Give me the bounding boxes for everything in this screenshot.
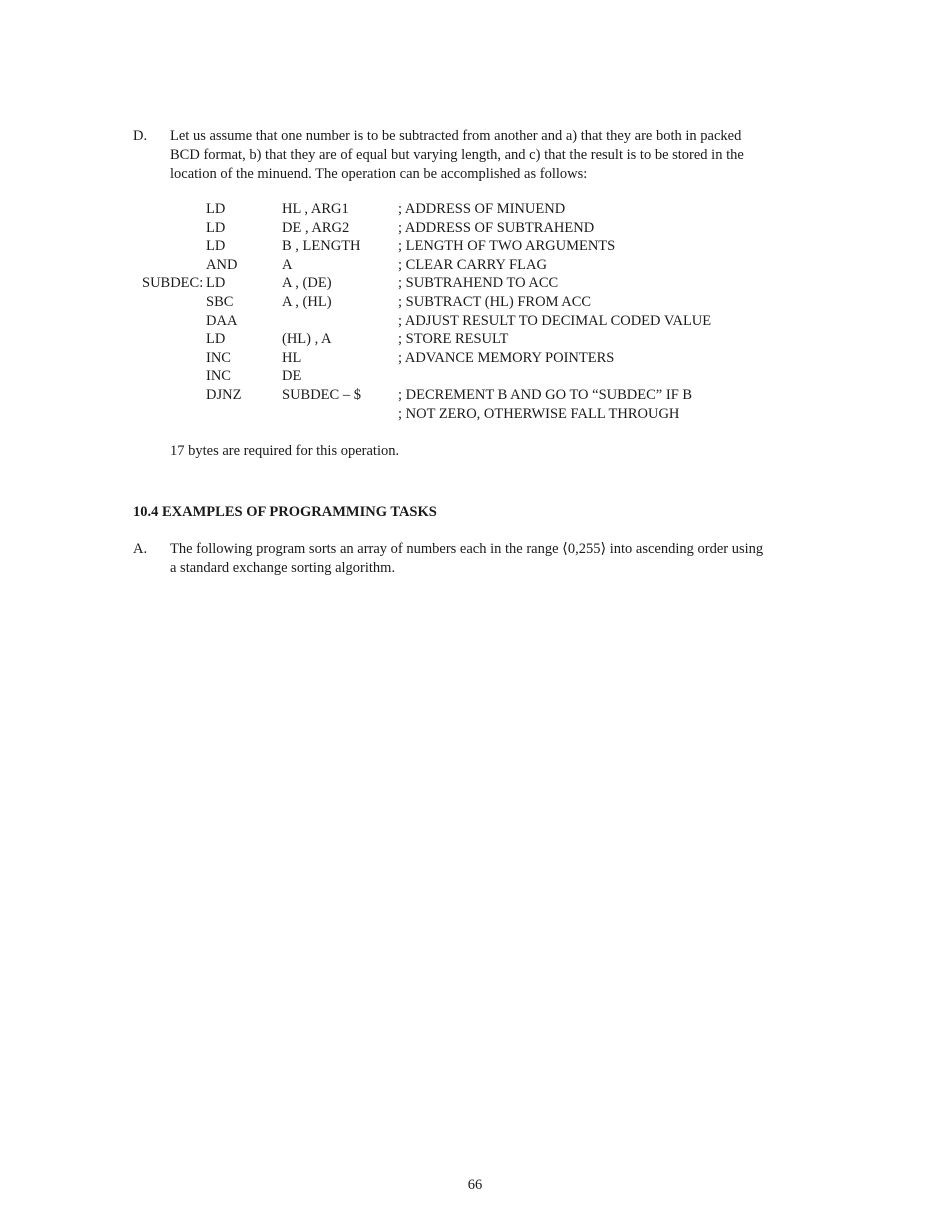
code-operand: A — [282, 256, 293, 273]
paragraph-a-label: A. — [133, 541, 148, 557]
code-opcode: LD — [206, 219, 226, 236]
code-operand: DE — [282, 368, 302, 385]
code-operand: A , (HL) — [282, 294, 332, 310]
code-comment: ; ADJUST RESULT TO DECIMAL CODED VALUE — [398, 312, 712, 329]
code-row — [0, 331, 950, 350]
code-opcode: AND — [206, 256, 238, 273]
code-row — [0, 313, 950, 332]
paragraph-a-line: The following program sorts an array of numbers each in the range ⟨0,255⟩ into ascending order using — [170, 541, 764, 557]
code-row — [0, 201, 950, 220]
paragraph-d-line: Let us assume that one number is to be subtracted from another and a) that they are both in packed — [170, 128, 742, 144]
code-row — [0, 238, 950, 257]
code-row — [0, 350, 950, 369]
paragraph-a-text — [170, 540, 810, 578]
code-row — [0, 406, 950, 425]
paragraph-a — [133, 540, 833, 580]
code-operand: DE , ARG2 — [282, 219, 350, 236]
paragraph-d-line: BCD format, b) that they are of equal but varying length, and c) that the result is to be stored in the — [170, 147, 744, 163]
code-operand: HL — [282, 349, 302, 366]
paragraph-d-line: location of the minuend. The operation can be accomplished as follows: — [170, 166, 588, 182]
code-opcode: INC — [206, 368, 231, 385]
code-comment: ; NOT ZERO, OTHERWISE FALL THROUGH — [398, 405, 680, 422]
code-row — [0, 275, 950, 294]
code-opcode: LD — [206, 331, 226, 348]
code-opcode: LD — [206, 275, 226, 292]
code-operand: B , LENGTH — [282, 238, 361, 255]
paragraph-a-line: a standard exchange sorting algorithm. — [170, 560, 396, 576]
code-comment: ; ADDRESS OF MINUEND — [398, 201, 566, 217]
paragraph-d-label: D. — [133, 128, 148, 144]
code-operand: A , (DE) — [282, 275, 332, 292]
section-heading: 10.4 EXAMPLES OF PROGRAMMING TASKS — [133, 504, 437, 520]
code-operand: HL , ARG1 — [282, 201, 349, 217]
code-opcode: DJNZ — [206, 387, 242, 403]
code-row — [0, 294, 950, 313]
code-row — [0, 257, 950, 276]
code-opcode: INC — [206, 349, 231, 366]
code-opcode: DAA — [206, 312, 238, 329]
code-opcode: SBC — [206, 294, 234, 310]
code-operand: SUBDEC – $ — [282, 387, 361, 403]
code-row — [0, 387, 950, 406]
paragraph-d-text — [170, 127, 810, 184]
page-number: 66 — [467, 1177, 483, 1193]
code-comment: ; DECREMENT B AND GO TO “SUBDEC” IF B — [398, 387, 693, 403]
code-comment: ; ADVANCE MEMORY POINTERS — [398, 349, 615, 366]
code-label: SUBDEC: — [142, 275, 204, 292]
code-opcode: LD — [206, 201, 226, 217]
code-opcode: LD — [206, 238, 226, 255]
code-comment: ; ADDRESS OF SUBTRAHEND — [398, 219, 595, 236]
code-comment: ; LENGTH OF TWO ARGUMENTS — [398, 238, 616, 255]
paragraph-d — [133, 127, 833, 187]
code-comment: ; CLEAR CARRY FLAG — [398, 256, 547, 273]
bytes-required-note: 17 bytes are required for this operation. — [170, 443, 400, 459]
code-comment: ; SUBTRACT (HL) FROM ACC — [398, 294, 592, 310]
code-operand: (HL) , A — [282, 331, 332, 348]
code-row — [0, 220, 950, 239]
code-comment: ; SUBTRAHEND TO ACC — [398, 275, 559, 292]
code-comment: ; STORE RESULT — [398, 331, 509, 348]
code-row — [0, 368, 950, 387]
